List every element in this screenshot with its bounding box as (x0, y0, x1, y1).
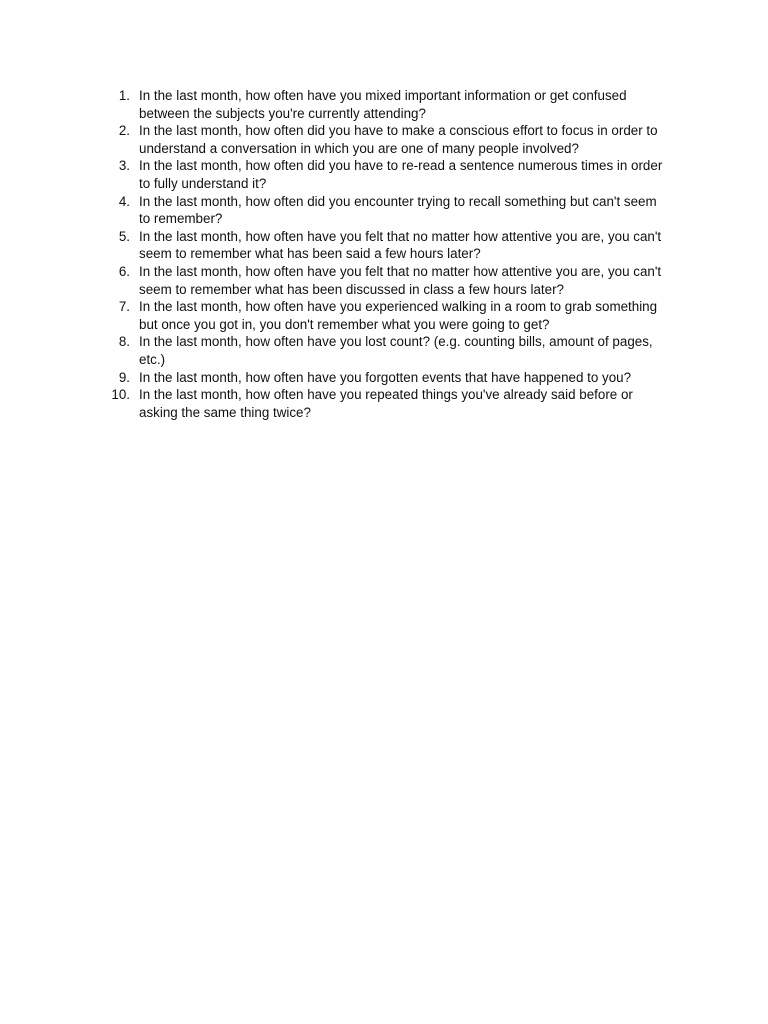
question-text: In the last month, how often have you felt that no matter how attentive you are, you can't seem to remember what has been discussed in class a few hours later? (139, 263, 662, 297)
question-text: In the last month, how often have you repeated things you've already said before or asking the same thing twice? (139, 387, 633, 420)
question-text: In the last month, how often have you forgotten events that have happened to you? (139, 369, 632, 385)
list-item (108, 386, 668, 421)
question-number: 10. (111, 387, 130, 403)
question-text: In the last month, how often did you have to make a conscious effort to focus in order to understand a conversation in which you are one of many people involved? (139, 123, 658, 156)
question-list (108, 87, 668, 421)
question-text: In the last month, how often have you lost count? (e.g. counting bills, amount of pages, etc.) (139, 334, 653, 367)
question-number: 7. (118, 299, 130, 315)
list-item (108, 228, 668, 263)
list-item (108, 263, 668, 298)
question-text: In the last month, how often have you mixed important information or get confused between the subjects you're currently attending? (139, 88, 627, 121)
question-text: In the last month, how often did you encounter trying to recall something but can't seem to remember? (139, 193, 657, 227)
list-item (108, 122, 668, 157)
question-text: In the last month, how often have you experienced walking in a room to grab something but once you got in, you don't remember what you were going to get? (139, 299, 658, 332)
list-item (108, 369, 668, 387)
list-item (108, 298, 668, 333)
list-item (108, 193, 668, 228)
question-number: 5. (118, 228, 130, 244)
question-number: 9. (118, 369, 130, 385)
question-text: In the last month, how often have you felt that no matter how attentive you are, you can't seem to remember what has been said a few hours later? (139, 228, 662, 262)
question-number: 6. (118, 263, 130, 279)
list-item (108, 157, 668, 192)
list-item (108, 87, 668, 122)
question-number: 4. (118, 193, 130, 209)
question-number: 2. (118, 123, 130, 139)
question-number: 1. (118, 88, 130, 103)
question-number: 3. (118, 158, 130, 174)
question-text: In the last month, how often did you have to re-read a sentence numerous times in order to fully understand it? (139, 158, 663, 191)
list-item (108, 333, 668, 368)
question-number: 8. (118, 334, 130, 350)
